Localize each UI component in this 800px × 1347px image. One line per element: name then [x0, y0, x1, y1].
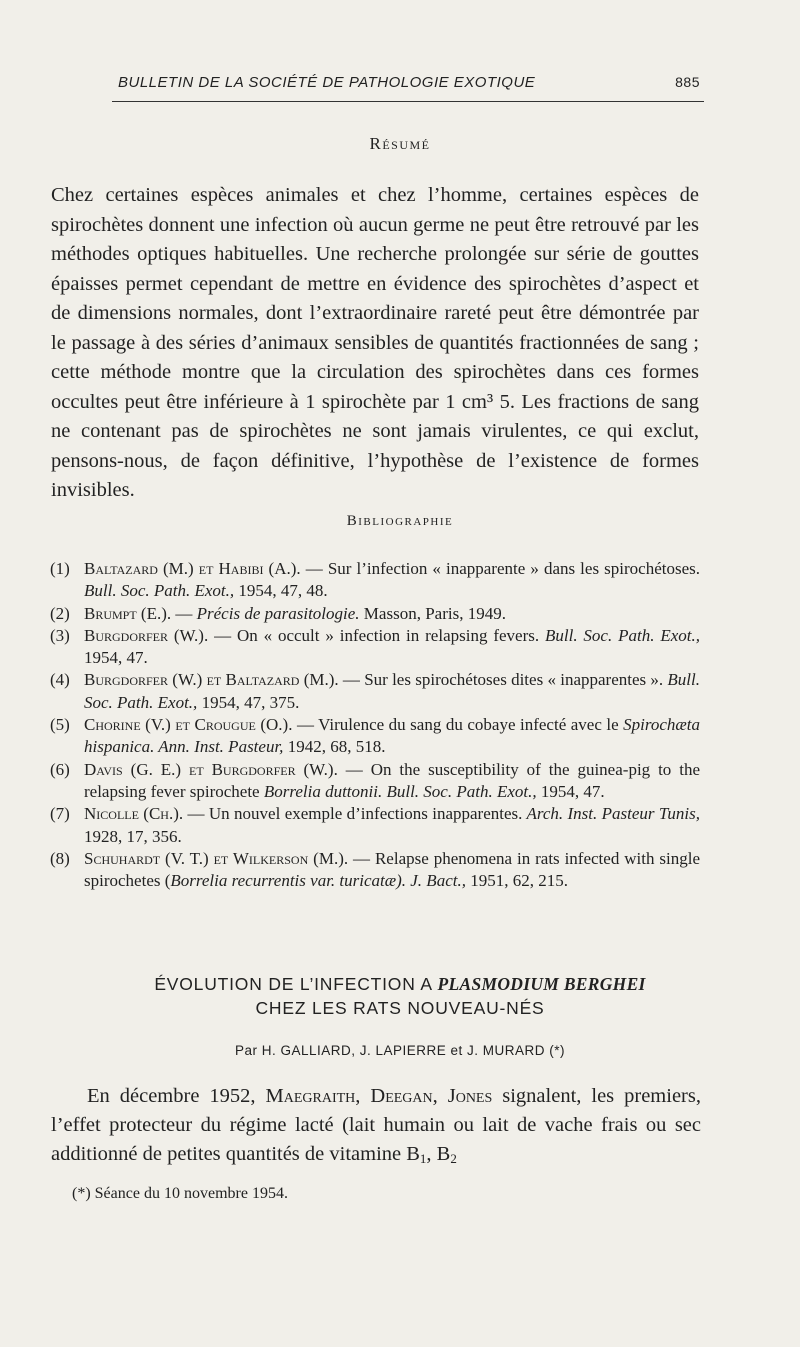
- reference-body: [84, 559, 700, 600]
- reference-title: —: [171, 603, 197, 623]
- reference-details: Masson, Paris, 1949.: [359, 603, 506, 623]
- reference-number: (8): [50, 848, 70, 868]
- reference-number: (5): [50, 715, 70, 735]
- reference-source: Spirochæta hispanica. Ann. Inst. Pasteur,: [84, 715, 700, 757]
- reference-body: [84, 804, 700, 845]
- header-rule: [112, 101, 704, 102]
- reference-details: 1954, 47, 48.: [234, 581, 328, 601]
- reference-authors: Nicolle (Ch.).: [84, 804, 184, 824]
- reference-details: 1954, 47.: [84, 648, 148, 668]
- reference-number: (7): [50, 804, 70, 824]
- article-title-line2: CHEZ LES RATS NOUVEAU-NÉS: [255, 998, 545, 1018]
- reference-source: Bull. Soc. Path. Exot.,: [84, 670, 700, 712]
- reference-title: — On the susceptibility of the guinea-pig to the relapsing fever spirochete: [84, 759, 701, 801]
- reference-authors: Burgdorfer (W.).: [84, 625, 209, 645]
- reference-source: Borrelia recurrentis var. turicatæ). J. Bact.,: [170, 871, 466, 891]
- resume-heading: Résumé: [369, 134, 431, 153]
- reference-authors: Brumpt (E.).: [84, 603, 172, 623]
- reference-item: [50, 759, 700, 804]
- reference-details: 1928, 17, 356.: [84, 826, 182, 846]
- reference-authors: Burgdorfer (W.) et Baltazard (M.).: [84, 670, 339, 690]
- reference-source: Bull. Soc. Path. Exot.,: [539, 625, 700, 645]
- reference-details: 1954, 47.: [536, 781, 605, 801]
- footnote: (*) Séance du 10 novembre 1954.: [72, 1185, 288, 1202]
- reference-item: [50, 603, 700, 625]
- reference-number: (1): [50, 559, 70, 578]
- article-title-species: PLASMODIUM BERGHEI: [437, 974, 646, 994]
- reference-number: (4): [50, 670, 70, 690]
- reference-title: — Relapse phenomena in rats infected with single spirochetes (: [84, 848, 700, 891]
- reference-body: [84, 670, 700, 711]
- reference-number: (6): [50, 759, 70, 779]
- reference-title: — Sur les spirochétoses dites « inapparentes ».: [338, 670, 664, 690]
- article-title-line1: ÉVOLUTION DE L’INFECTION A PLASMODIUM BERGHEI: [154, 974, 646, 994]
- reference-source: Précis de parasitologie.: [196, 603, 360, 623]
- reference-authors: Chorine (V.) et Crougue (O.).: [84, 715, 293, 735]
- reference-number: (3): [50, 625, 70, 645]
- byline: Par H. GALLIARD, J. LAPIERRE et J. MURARD (*): [234, 1043, 566, 1058]
- reference-details: 1951, 62, 215.: [465, 871, 568, 891]
- reference-title: — On « occult » infection in relapsing fevers.: [208, 625, 540, 645]
- reference-details: 1942, 68, 518.: [283, 737, 386, 757]
- reference-item: [50, 803, 700, 848]
- reference-item: [50, 669, 700, 714]
- intro-authors: Maegraith, Deegan, Jones: [265, 1085, 493, 1107]
- reference-source: Borrelia duttonii. Bull. Soc. Path. Exot.,: [263, 781, 537, 801]
- intro-paragraph: En décembre 1952, Maegraith, Deegan, Jones signalent, les premiers, l’effet protecteur du régime lacté (lait humain ou lait de vache frais ou sec additionné de petites quantités de vitamine $B_1$, $B_2$: [51, 1085, 701, 1166]
- running-head: [118, 74, 700, 91]
- reference-authors: Davis (G. E.) et Burgdorfer (W.).: [84, 759, 338, 779]
- reference-body: [84, 849, 700, 890]
- reference-body: [84, 760, 700, 801]
- page-number: 885: [675, 74, 700, 90]
- reference-title: — Virulence du sang du cobaye infecté avec le: [292, 715, 624, 735]
- reference-item: [50, 714, 700, 759]
- reference-authors: Baltazard (M.) et Habibi (A.).: [84, 559, 301, 578]
- reference-body: [84, 715, 700, 756]
- reference-title: — Sur l’infection « inapparente » dans les spirochétoses.: [300, 559, 700, 578]
- reference-body: [84, 626, 700, 667]
- reference-item: [50, 848, 700, 893]
- reference-title: — Un nouvel exemple d’infections inapparentes.: [183, 804, 523, 824]
- journal-title: BULLETIN DE LA SOCIÉTÉ DE PATHOLOGIE EXOTIQUE: [118, 74, 536, 91]
- reference-source: Arch. Inst. Pasteur Tunis,: [522, 804, 700, 824]
- bibliography-heading: Bibliographie: [346, 513, 454, 529]
- resume-text: Chez certaines espèces animales et chez l’homme, certaines espèces de spirochètes donnent une infection où aucun germe ne peut être retrouvé par les méthodes optiques habituelles. Une recherche prolongée sur série de gouttes épaisses permet cependant de mettre en évidence des spirochètes d’aspect et de dimensions normales, dont l’extraordinaire rareté peut être démontrée par le passage à des séries d’animaux sensibles de quantités fractionnées de sang ; cette méthode montre que la circulation des spirochètes dans ces formes occultes peut être inférieure à 1 spirochète par 1 cm³ 5. Les fractions de sang ne contenant pas de spirochètes ne sont jamais virulentes, ce qui exclut, pensons-nous, de façon définitive, l’hypothèse de l’existence de formes invisibles.: [51, 184, 699, 501]
- reference-source: Bull. Soc. Path. Exot.,: [84, 581, 235, 601]
- reference-details: 1954, 47, 375.: [197, 692, 300, 712]
- reference-list: [50, 558, 700, 892]
- reference-item: [50, 625, 700, 670]
- reference-body: [84, 604, 506, 623]
- reference-item: [50, 558, 700, 603]
- reference-number: (2): [50, 603, 70, 623]
- reference-authors: Schuhardt (V. T.) et Wilkerson (M.).: [84, 848, 349, 868]
